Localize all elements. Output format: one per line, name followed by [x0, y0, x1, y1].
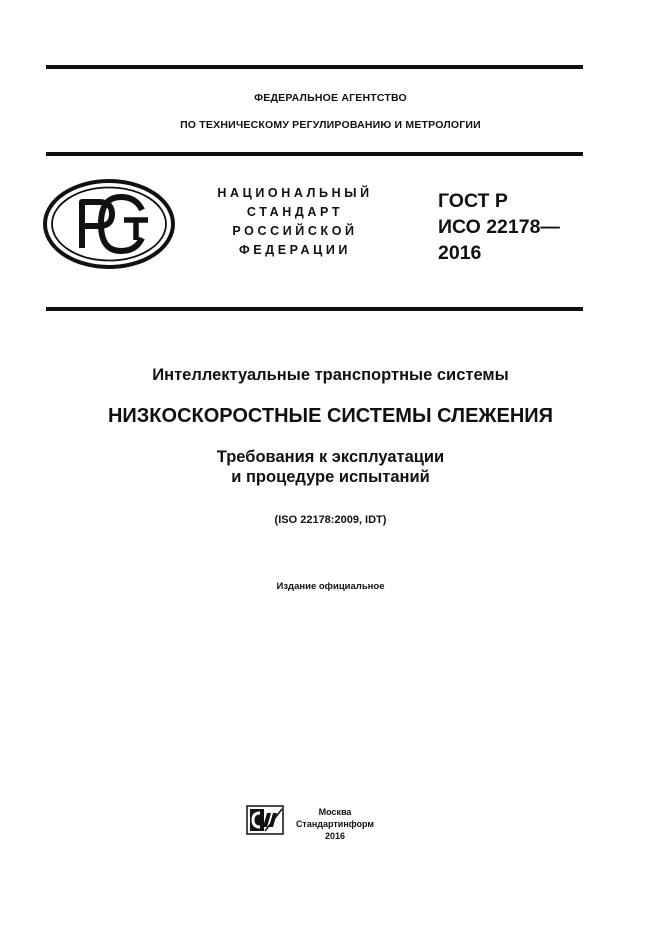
- standard-designation: [438, 188, 560, 266]
- designation-line-3: 2016: [438, 242, 482, 264]
- iso-reference: (ISO 22178:2009, IDT): [274, 514, 387, 526]
- agency-line-2: ПО ТЕХНИЧЕСКОМУ РЕГУЛИРОВАНИЮ И МЕТРОЛОГИИ: [180, 119, 481, 131]
- imprint: [295, 806, 375, 842]
- agency-line-1: ФЕДЕРАЛЬНОЕ АГЕНТСТВО: [254, 92, 407, 104]
- imprint-city: Москва: [318, 807, 352, 817]
- designation-line-2: ИСО 22178—: [438, 216, 560, 238]
- title-sub-line-1: Требования к эксплуатации: [216, 448, 445, 466]
- standartinform-logo-icon: [246, 805, 284, 835]
- national-standard-line-2: СТАНДАРТ: [246, 205, 344, 219]
- title-sub-line-2: и процедуре испытаний: [231, 468, 430, 486]
- title-group: Интеллектуальные транспортные системы: [152, 366, 509, 384]
- imprint-publisher: Стандартинформ: [295, 819, 375, 829]
- national-standard-label: [195, 184, 395, 260]
- top-rule: [46, 65, 583, 69]
- designation-line-1: ГОСТ Р: [438, 190, 508, 212]
- title-main: НИЗКОСКОРОСТНЫЕ СИСТЕМЫ СЛЕЖЕНИЯ: [107, 405, 554, 427]
- national-standard-line-1: НАЦИОНАЛЬНЫЙ: [217, 186, 373, 200]
- national-standard-line-4: ФЕДЕРАЦИИ: [238, 243, 351, 257]
- gost-r-certification-mark-icon: [42, 178, 176, 270]
- national-standard-line-3: РОССИЙСКОЙ: [232, 224, 358, 238]
- header-rule: [46, 152, 583, 156]
- title-block-rule: [46, 307, 583, 311]
- imprint-year: 2016: [324, 831, 346, 841]
- edition-label: Издание официальное: [276, 581, 385, 592]
